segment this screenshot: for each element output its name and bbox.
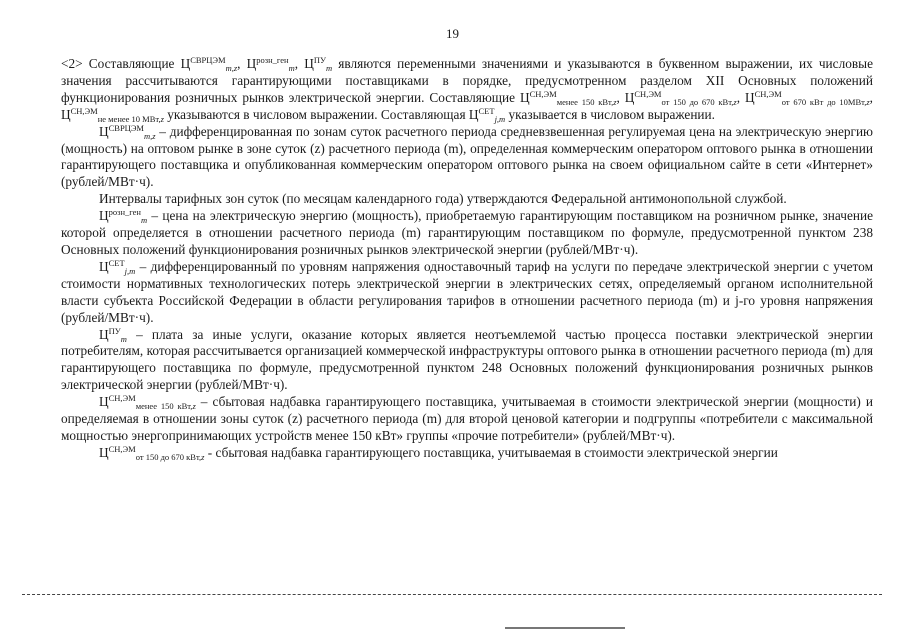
paragraph-tariff-zones: Интервалы тарифных зон суток (по месяцам календарного года) утверждаются Федеральной антимонопольной службой. — [99, 191, 787, 207]
paragraph-def-rozn-gen: $Ц^{розн\_ген}_m$ – цена на электрическую энергию (мощность), приобретаемую гарантирующим поставщиком на розничном рынке, значение которой определяется в отношении расчетного периода (m) гарантирующим поставщиком по формуле, предусмотренной пунктом 238 Основных положений функционирования розничных рынков электрической энергии (рублей/МВт·ч). — [61, 207, 873, 257]
paragraph-def-pu: $Ц^{ПУ}_m$ – плата за иные услуги, оказание которых является неотъемлемой частью процесса поставки электрической энергии потребителям, которая рассчитывается организацией коммерческой инфраструктуры оптового рынка в отношении расчетного периода (m) для гарантирующего поставщика по формуле, предусмотренной пунктом 248 Основных положений функционирования розничных рынков электрической энергии (рублей/МВт·ч). — [61, 325, 873, 393]
document-body — [61, 56, 873, 462]
page-number: 19 — [446, 26, 459, 41]
paragraph-def-sn-150: $Ц^{СН,ЭМ}_{менее 150 кВт,z}$ – сбытовая надбавка гарантирующего поставщика, учитываемая в стоимости электрической энергии (мощности) и определяемая в отношении зоны суток (z) расчетного периода (m) для второй ценовой категории и подгруппы «потребители с максимальной мощностью энергопринимающих устройств менее 150 кВт» группы «прочие потребители» (рублей/МВт·ч). — [61, 393, 873, 443]
paragraph-def-sn-150-670: $Ц^{СН,ЭМ}_{от 150 до 670 кВт,z}$ - сбытовая надбавка гарантирующего поставщика, учитываемая в стоимости электрической энергии — [99, 443, 778, 462]
scan-artifact — [505, 627, 625, 632]
page-cut-line — [22, 594, 882, 595]
paragraph-def-set: $Ц^{СЕТ}_{j,m}$ – дифференцированный по уровням напряжения одноставочный тариф на услуги по передаче электрической энергии с учетом стоимости нормативных технологических потерь электрической энергии в электрических сетях, определяемый органом исполнительной власти субъекта Российской Федерации в области регулирования тарифов в отношении расчетного периода (m) и j-го уровня напряжения (рублей/МВт·ч). — [61, 257, 873, 325]
paragraph-def-svrcem: $Ц^{СВРЦЭМ}_{m,z}$ – дифференцированная по зонам суток расчетного периода средневзвешенная регулируемая цена на электрическую энергию (мощность) на оптовом рынке в зоне суток (z) расчетного периода (m), определенная коммерческим оператором оптового рынка в отношении гарантирующего поставщика и опубликованная коммерческим оператором оптового рынка на своем официальном сайте в сети «Интернет» (рублей/МВт·ч). — [61, 122, 873, 190]
paragraph-note-2: <2> Составляющие $Ц^{СВРЦЭМ}_{m,z}$, $Ц^{розн\_ген}_m$, $Ц^{ПУ}_m$ являются переменными значениями и указываются в буквенном выражении, их числовые значения рассчитываются гарантирующими поставщиками в порядке, предусмотренном разделом XII Основных положений функционирования розничных рынков электрической энергии. Составляющие $Ц^{СН,ЭМ}_{менее 150 кВт,z}$, $Ц^{СН,ЭМ}_{от 150 до 670 кВт,z}$, $Ц^{СН,ЭМ}_{от 670 кВт до 10МВт,z}$, $Ц^{СН,ЭМ}_{не менее 10 МВт,z}$ указываются в числовом выражении. Составляющая $Ц^{СЕТ}_{j,m}$ указывается в числовом выражении. — [61, 55, 873, 124]
